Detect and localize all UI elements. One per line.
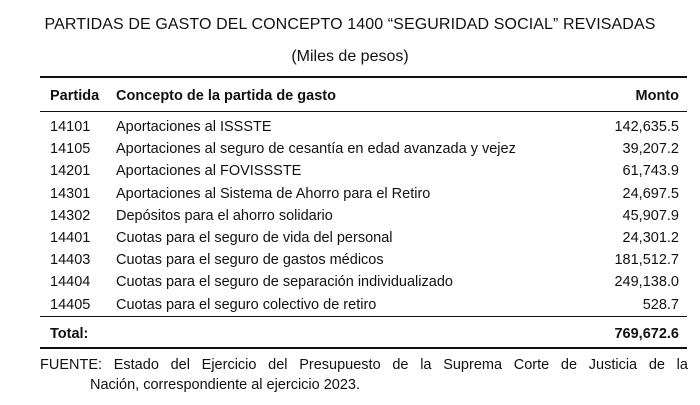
row-concepto: Depósitos para el ahorro solidario: [116, 207, 333, 224]
row-partida: 14405: [50, 296, 91, 313]
row-partida: 14301: [50, 185, 91, 202]
row-concepto: Cuotas para el seguro de gastos médicos: [116, 252, 384, 269]
row-partida: 14302: [50, 207, 91, 224]
source-word: FUENTE:: [40, 357, 103, 373]
row-monto: 181,512.7: [614, 252, 679, 269]
table-body: [40, 112, 687, 316]
header-partida: Partida: [50, 88, 100, 104]
row-monto: 24,301.2: [622, 230, 679, 247]
row-concepto: Aportaciones al FOVISSSTE: [116, 163, 302, 180]
table-row: [40, 227, 687, 249]
row-partida: 14404: [50, 274, 91, 291]
spending-table: [40, 76, 687, 349]
table-header-row: [40, 78, 687, 111]
table-row: [40, 138, 687, 160]
row-partida: 14105: [50, 141, 91, 158]
row-monto: 528.7: [642, 296, 679, 313]
row-monto: 45,907.9: [622, 207, 679, 224]
row-monto: 249,138.0: [614, 274, 679, 291]
row-monto: 24,697.5: [622, 185, 679, 202]
source-word: Estado: [113, 357, 159, 373]
document-subtitle: (Miles de pesos): [291, 48, 409, 65]
source-word: Corte: [513, 357, 550, 373]
row-concepto: Aportaciones al ISSSTE: [116, 119, 272, 136]
source-word: Ejercicio: [201, 357, 257, 373]
row-partida: 14401: [50, 230, 91, 247]
table-row: [40, 205, 687, 227]
source-note-line1: [40, 355, 688, 375]
source-word: de: [648, 357, 665, 373]
source-word: del: [170, 357, 190, 373]
row-concepto: Aportaciones al seguro de cesantía en edad avanzada y vejez: [116, 141, 516, 158]
row-partida: 14403: [50, 252, 91, 269]
row-concepto: Cuotas para el seguro colectivo de retiro: [116, 296, 377, 313]
source-word: la: [420, 357, 432, 373]
header-concepto: Concepto de la partida de gasto: [116, 88, 336, 104]
row-partida: 14201: [50, 163, 91, 180]
row-concepto: Cuotas para el seguro de separación individualizado: [116, 274, 453, 291]
source-word: Presupuesto: [299, 357, 381, 373]
total-value: 769,672.6: [614, 325, 679, 342]
source-word: la: [676, 357, 688, 373]
row-partida: 14101: [50, 119, 91, 136]
source-word: Suprema: [443, 357, 503, 373]
source-word: de: [560, 357, 578, 373]
header-monto: Monto: [635, 88, 679, 104]
total-label: Total:: [50, 325, 89, 342]
table-row: [40, 183, 687, 205]
table-row: [40, 160, 687, 182]
source-word: del: [268, 357, 288, 373]
table-row: [40, 271, 687, 293]
row-concepto: Aportaciones al Sistema de Ahorro para el Retiro: [116, 185, 431, 202]
table-row: [40, 112, 687, 138]
source-note-line2: Nación, correspondiente al ejercicio 2023.: [90, 377, 361, 393]
row-concepto: Cuotas para el seguro de vida del personal: [116, 230, 393, 247]
table-bottom-rule: [40, 347, 687, 349]
table-row: [40, 294, 687, 316]
row-monto: 39,207.2: [622, 141, 679, 158]
row-monto: 142,635.5: [614, 119, 679, 136]
source-word: de: [392, 357, 409, 373]
total-row: [40, 317, 687, 347]
row-monto: 61,743.9: [622, 163, 679, 180]
document-title: PARTIDAS DE GASTO DEL CONCEPTO 1400 “SEGURIDAD SOCIAL” REVISADAS: [44, 16, 656, 33]
source-word: Justicia: [588, 357, 638, 373]
source-note: [40, 355, 688, 395]
table-row: [40, 249, 687, 271]
